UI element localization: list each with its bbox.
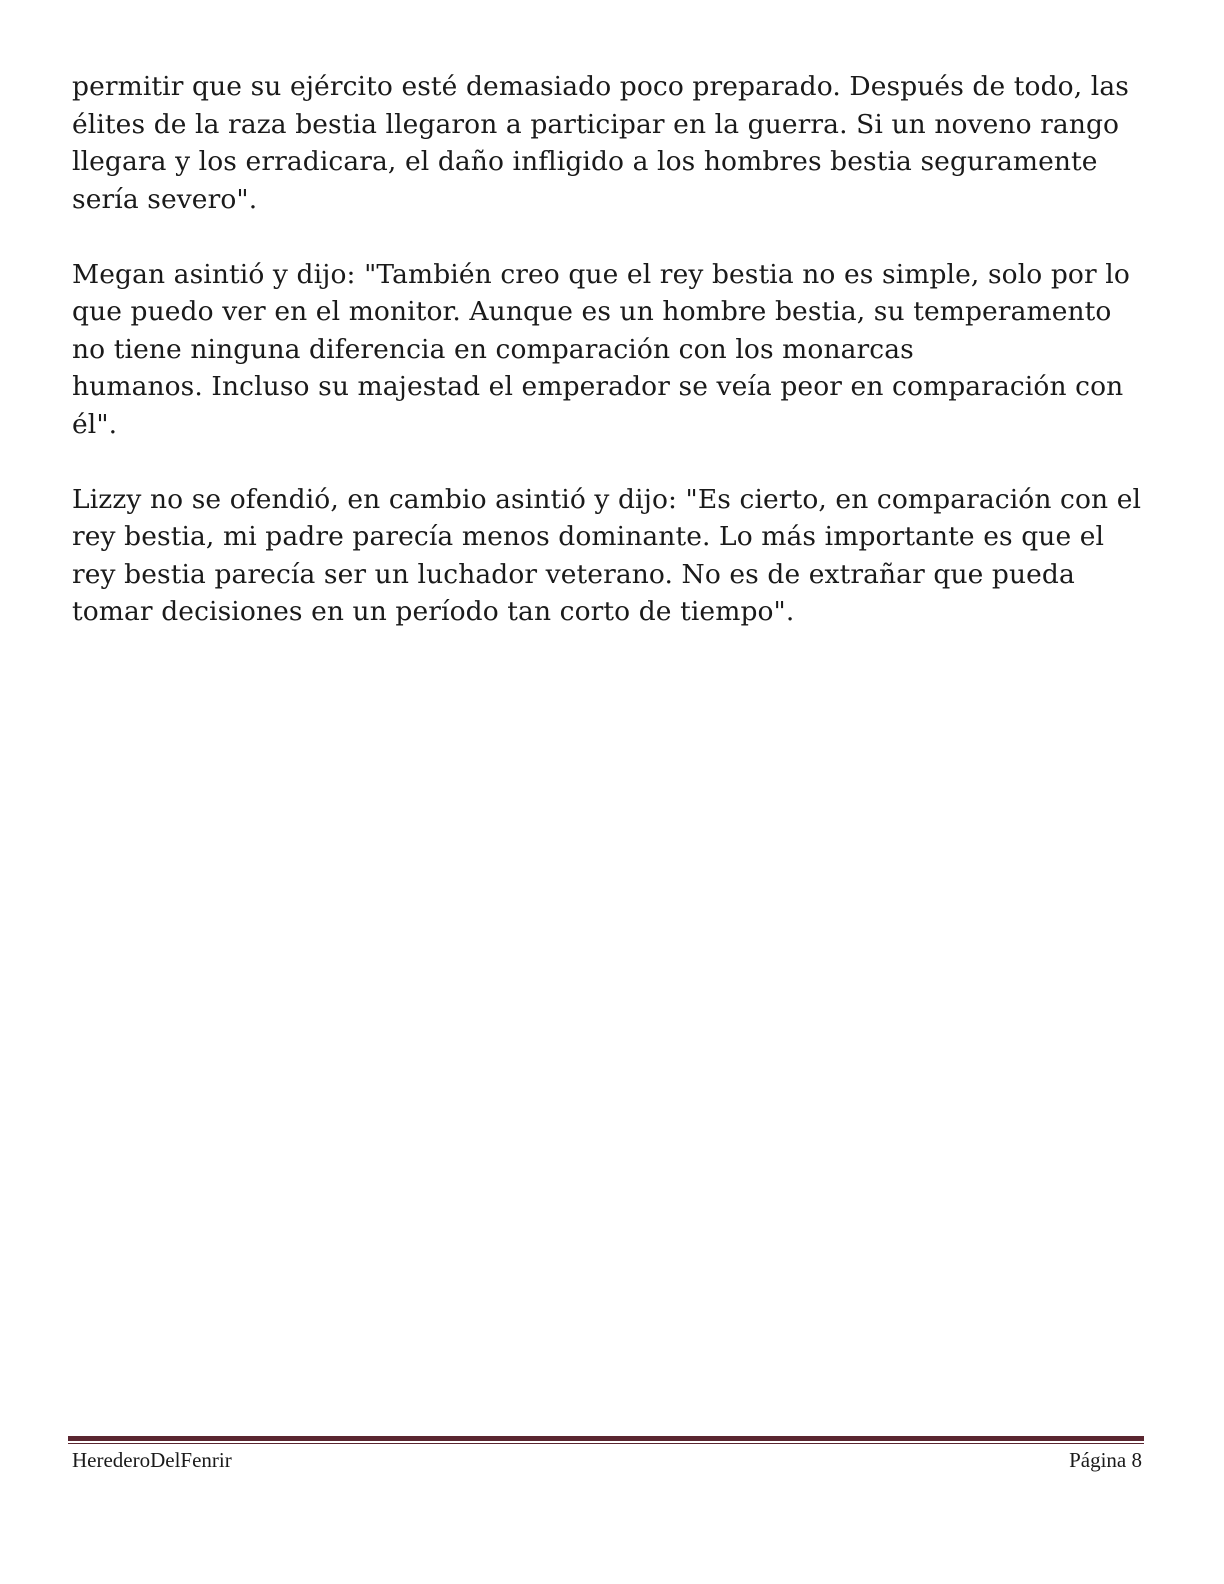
text-line: rey bestia, mi padre parecía menos dominante. Lo más importante es que el <box>72 521 1105 552</box>
footer-author: HerederoDelFenrir <box>72 1448 232 1472</box>
text-line: él". <box>72 408 118 440</box>
text-line: que puedo ver en el monitor. Aunque es un hombre bestia, su temperamento <box>72 296 1112 327</box>
paragraph-3 <box>72 481 1152 631</box>
text-line: Lizzy no se ofendió, en cambio asintió y dijo: "Es cierto, en comparación con el <box>72 483 1142 515</box>
footer-divider-thick <box>68 1436 1144 1441</box>
text-line: tomar decisiones en un período tan corto de tiempo". <box>72 596 795 627</box>
text-line: rey bestia parecía ser un luchador veterano. No es de extrañar que pueda <box>72 558 1075 590</box>
footer-divider-thin <box>68 1443 1144 1444</box>
text-line: Megan asintió y dijo: "También creo que el rey bestia no es simple, solo por lo <box>72 258 1130 290</box>
text-line: no tiene ninguna diferencia en comparación con los monarcas <box>72 333 914 365</box>
text-line: sería severo". <box>72 183 258 215</box>
footer-page-number: Página 8 <box>1069 1448 1142 1472</box>
body-text <box>72 68 1152 668</box>
text-line: élites de la raza bestia llegaron a participar en la guerra. Si un noveno rango <box>72 108 1120 140</box>
text-line: llegara y los erradicara, el daño infligido a los hombres bestia seguramente <box>72 146 1098 177</box>
paragraph-2 <box>72 256 1152 444</box>
text-line: permitir que su ejército esté demasiado poco preparado. Después de todo, las <box>72 71 1129 102</box>
paragraph-1 <box>72 68 1152 218</box>
text-line: humanos. Incluso su majestad el emperador se veía peor en comparación con <box>72 371 1124 402</box>
